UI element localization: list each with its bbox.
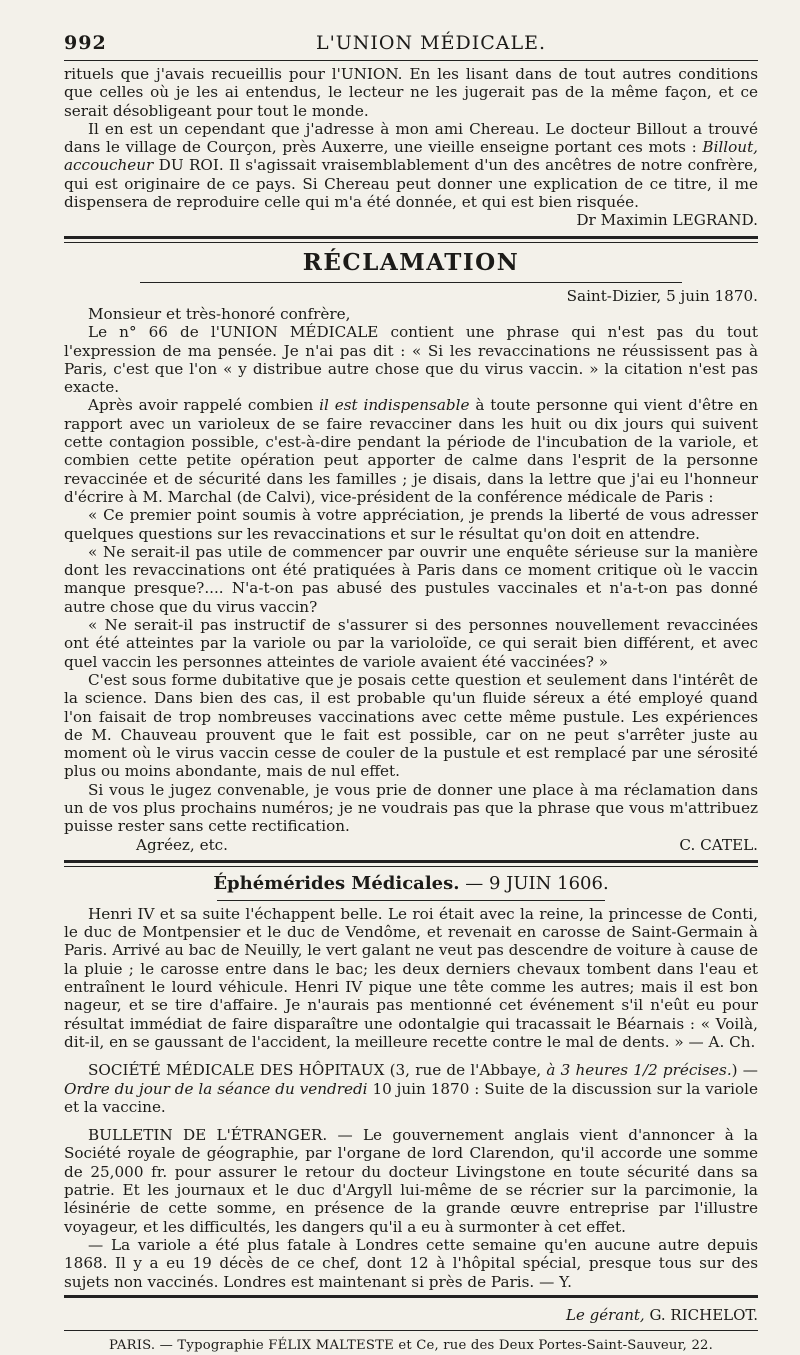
reclamation-paragraph-5: « Ne serait-il pas instructif de s'assurer si des personnes nouvellement revaccinées ont été atteintes par la variole ou par la varioloïde, ce qui serait bien différent, et avec quel vaccin les personnes atteintes de variole avaient été vaccinées? » (64, 616, 758, 671)
reclamation-paragraph-6: C'est sous forme dubitative que je posais cette question et seulement dans l'intérêt de la science. Dans bien des cas, il est probable qu'un fluide séreux a été employé quand l'on faisait de trop nombreuses vaccinations avec cette même pustule. Les expériences de M. Chauveau prouvent que le fait est possible, car on ne peut s'arrêter juste au moment où le virus vaccin cesse de couler de la pustule et est remplacé par une sérosité plus ou moins abondante, mais de nul effet. (64, 670, 758, 781)
section-divider (64, 236, 758, 243)
bulletin-paragraph-1: BULLETIN DE L'ÉTRANGER. — Le gouvernement anglais vient d'annoncer à la Société royale de géographie, par l'organe de lord Clarendon, qu'il accorde une somme de 25,000 fr. pour assurer le retour du docteur Livingstone en toute sécurité dans sa patrie. Et les journaux et le duc d'Argyll lui-même de se récrier sur la parcimonie, la lésinérie de cette somme, en présence de la grande œuvre entreprise par l'illustre voyageur, et les difficultés, les dangers qu'il a eu à surmonter à cet effet. (64, 1126, 758, 1236)
reclamation-salutation: Monsieur et très-honoré confrère, (88, 304, 351, 323)
reclamation-paragraph-1: Le n° 66 de l'UNION MÉDICALE contient une phrase qui n'est pas du tout l'expression de ma pensée. Je n'ai pas dit : « Si les revaccinations ne réussissent pas à Paris, c'est que l'on « y distribue autre chose que du virus vaccin. » la citation n'est pas exacte. (64, 323, 758, 397)
journal-title: L'UNION MÉDICALE. (315, 32, 547, 54)
ephemerides-underline (217, 900, 606, 901)
reclamation-closing-line (64, 836, 758, 854)
intro-signature: Dr Maximin LEGRAND. (576, 211, 758, 230)
bulletin-paragraph-2: — La variole a été plus fatale à Londres cette semaine qu'en aucune autre depuis 1868. Il y a eu 19 décès de ce chef, dont 12 à l'hôpital spécial, presque tous sur des sujets non vaccinés. Londres est maintenant si près de Paris. — Y. (64, 1235, 758, 1291)
footer-rule (64, 1295, 758, 1298)
gerant-line (64, 1306, 758, 1324)
reclamation-title: RÉCLAMATION (302, 248, 520, 276)
reclamation-signature: C. CATEL. (679, 835, 758, 854)
ephemerides-title: Éphémérides Médicales. (213, 872, 460, 894)
intro-paragraph-1: rituels que j'avais recueillis pour l'UNION. En les lisant dans de tout autres conditions que celles où je les ai entendus, le lecteur ne les jugerait pas de la même façon, et ce serait désobligeant pour tout le monde. (64, 65, 758, 120)
reclamation-paragraph-4: « Ne serait-il pas utile de commencer par ouvrir une enquête sérieuse sur la manière dont les revaccinations ont été pratiquées à Paris dans ce moment critique où le vaccin manque presque?.... N'a-t-on pas abusé des pustules vaccinales et n'a-t-on pas donné autre chose que du virus vaccin? (64, 542, 758, 616)
reclamation-paragraph-7: Si vous le jugez convenable, je vous prie de donner une place à ma réclamation dans un de vos plus prochains numéros; je ne voudrais pas que la phrase que vous m'attribuez puisse rester sans cette rectification. (64, 780, 758, 836)
imprint-rule (64, 1330, 758, 1331)
reclamation-paragraph-3: « Ce premier point soumis à votre appréciation, je prends la liberté de vous adresser quelques questions sur les revaccinations et sur le résultat qu'on doit en attendre. (64, 506, 758, 543)
printer-imprint: PARIS. — Typographie FÉLIX MALTESTE et Ce, rue des Deux Portes-Saint-Sauveur, 22. (108, 1337, 714, 1353)
running-head (64, 26, 758, 60)
gerant-label: Le gérant, (566, 1305, 645, 1324)
page-number: 992 (64, 32, 107, 54)
intro-paragraph-2: Il en est un cependant que j'adresse à mon ami Chereau. Le docteur Billout a trouvé dans le village de Courçon, près Auxerre, une vieille enseigne portant ces mots : Billout, accoucheur DU ROI. Il s'agissait vraisemblablement d'un des ancêtres de notre confrère, qui est originaire de ce pays. Si Chereau peut donner une explication de ce titre, il me dispensera de reproduire celle qui m'a été donnée, et qui est bien risquée. (64, 119, 758, 212)
ephemerides-date: — 9 JUIN 1606. (465, 872, 609, 894)
societe-notice: SOCIÉTÉ MÉDICALE DES HÔPITAUX (3, rue de l'Abbaye, à 3 heures 1/2 précises.) — Ordre du jour de la séance du vendredi 10 juin 1870 : Suite de la discussion sur la variole et la vaccine. (64, 1061, 758, 1116)
reclamation-place-date: Saint-Dizier, 5 juin 1870. (566, 286, 758, 305)
reclamation-paragraph-2: Après avoir rappelé combien il est indispensable à toute personne qui vient d'être en rapport avec un varioleux de se faire revacciner dans les huit ou dix jours qui suivent cette contagion possible, c'est-à-dire pendant la période de l'incubation de la variole, et combien cette petite opération peut apporter de calme dans l'esprit de la personne revaccinée et de sécurité dans les familles ; je disais, dans la lettre que j'ai eu l'honneur d'écrire à M. Marchal (de Calvi), vice-président de la conférence médicale de Paris : (64, 396, 758, 506)
reclamation-closing: Agréez, etc. (136, 835, 229, 854)
gerant-name: G. RICHELOT. (649, 1305, 758, 1324)
ephemerides-heading (64, 873, 758, 894)
title-underline (140, 282, 681, 283)
ephemerides-text: Henri IV et sa suite l'échappent belle. Le roi était avec la reine, la princesse de Conti, le duc de Montpensier et le duc de Vendôme, et revenait en carosse de Saint-Germain à Paris. Arrivé au bac de Neuilly, le vert galant ne veut pas descendre de voiture à cause de la pluie ; le carosse entre dans le bac; les deux derniers chevaux tombent dans l'eau et entraînent le lourd véhicule. Henri IV pique une tête comme les autres; mais il est bon nageur, et se tire d'affaire. Je n'aurais pas mentionné cet événement s'il n'eût eu pour résultat immédiat de faire disparaître une odontalgie qui tracassait le Béarnais : « Voilà, dit-il, en se gaussant de l'accident, la meilleure recette contre le mal de dents. » — A. Ch. (64, 904, 758, 1051)
section-divider (64, 860, 758, 867)
